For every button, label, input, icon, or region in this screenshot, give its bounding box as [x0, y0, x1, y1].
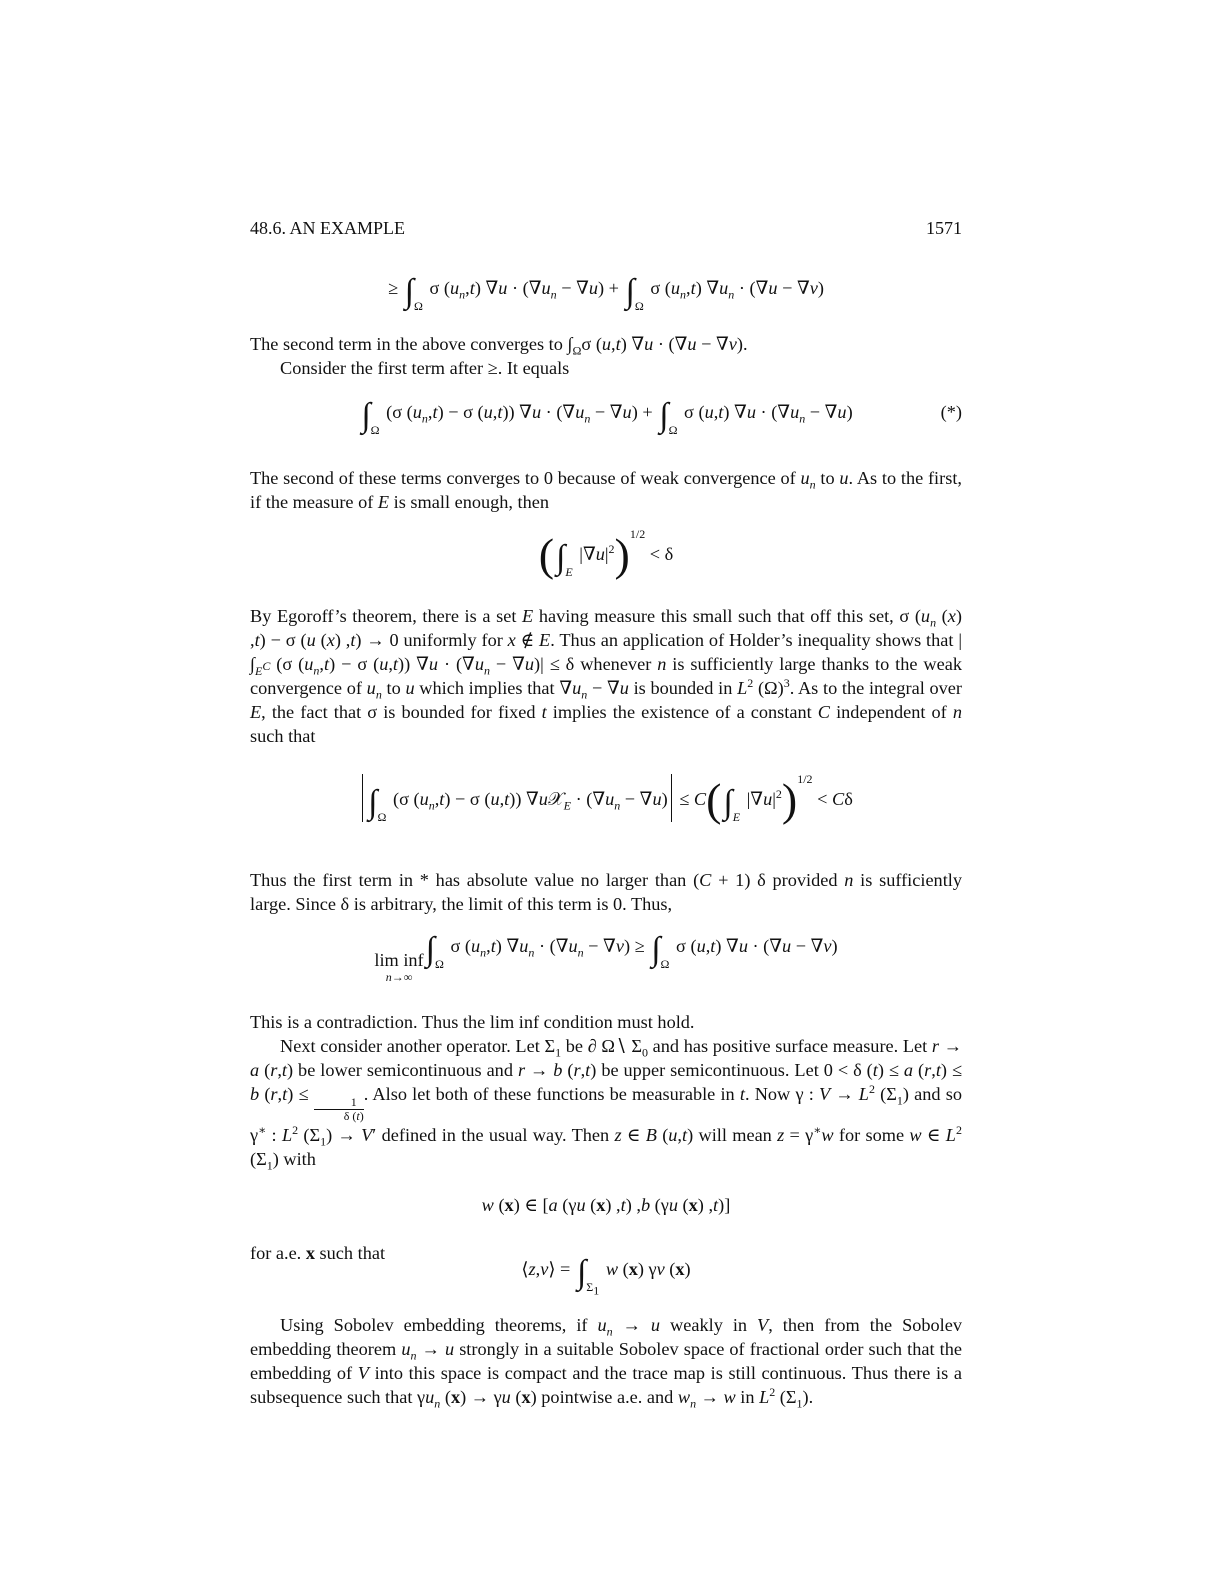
inequality-1: ≥ $\int_\Omega$ σ $(u_n,t) \nabla u \cdot (\nabla u_n - \nabla u) + \int_\Omega$ σ $(u_n,t) \nabla u_n \cdot (\nabla u - \nabla v)$ [388, 273, 824, 313]
equation-tag: (*) [940, 402, 962, 422]
pairing-definition: ⟨z,v⟩ = $\int_{\Sigma_1}$ w (x) γv (x) [521, 1254, 691, 1298]
paragraph-first-term-limit: Thus the first term in * has absolute value no larger than (C + 1) δ provided n is sufficiently large. Since δ is arbitrary, the limit of this term is 0. Thus, [250, 870, 962, 914]
running-header [250, 218, 962, 239]
page-number: 1571 [926, 218, 962, 238]
paragraph-contradiction: This is a contradiction. Thus the lim inf condition must hold. [250, 1012, 695, 1032]
paragraph-egoroff: By Egoroff’s theorem, there is a set E having measure this small such that off this set, σ ($u_n$ (x) ,t) − σ (u (x) ,t) → 0 uniformly for x ∉ E. Thus an application of Holder’s inequality shows that $|\int_{E^C}$ (σ $(u_n,t) - \sigma$ (u,t)) $\nabla u \cdot (\nabla u_n - \nabla u)| \le \delta$ whenever n is sufficiently large thanks to the weak convergence of $u_n$ to u which implies that $\nabla u_n - \nabla u$ is bounded in $L^2$ $(\Omega)^3$. As to the integral over E, the fact that σ is bounded for fixed t implies the existence of a constant C independent of n such that [250, 606, 962, 746]
paragraph-first-term: Consider the first term after ≥. It equals [280, 358, 570, 378]
inequality-bound: $\int_\Omega$ (σ $(u_n,t) - \sigma$ (u,t)) ∇u𝒳$_E$ · $(\nabla u_n - \nabla u) \le C(\int_E$ $|\nabla u|^2)^{1/2} < C\delta$ [250, 748, 962, 868]
section-title: 48.6. AN EXAMPLE [250, 218, 406, 238]
equation-star: $\int_\Omega$ (σ $(u_n,t) - \sigma$ (u,t)) $\nabla u \cdot (\nabla u_n - \nabla u) + \int_\Omega$ σ (u,t) $\nabla u \cdot (\nabla u_n - \nabla u)$ (*) [361, 397, 962, 437]
paragraph-another-operator: Next consider another operator. Let $\Sigma_1$ be ∂ Ω∖ $\Sigma_0$ and has positive surface measure. Let r → a (r,t) be lower semicontinuous and r → b (r,t) be upper semicontinuous. Let 0 < δ (t) ≤ a (r,t) ≤ b (r,t) ≤ $\frac{1}{\delta (t)}$ . Also let both of these functions be measurable in t. Now γ : $V \to L^2$ $(\Sigma_1)$ and so γ∗ : $L^2$ $(\Sigma_1) \to V'$ defined in the usual way. Then z ∈ B (u,t) will mean z = γ∗w for some w ∈ $L^2$ $(\Sigma_1)$ with [250, 1036, 963, 1173]
liminf-inequality: lim inf n→∞ $\int_\Omega$ σ $(u_n,t) \nabla u_n \cdot (\nabla u_n - \nabla v) \ge \int_\Omega$ σ (u,t) ∇u · (∇u − ∇v) [374, 931, 838, 984]
paragraph-sobolev: Using Sobolev embedding theorems, if $u_n \to u$ weakly in V, then from the Sobolev embedding theorem $u_n \to u$ strongly in a suitable Sobolev space of fractional order such that the embedding of V into this space is compact and the trace map is still continuous. Thus there is a subsequence such that $\gamma u_n$ (x) → γu (x) pointwise a.e. and $w_n \to w$ in $L^2$ $(\Sigma_1)$. [250, 1315, 963, 1411]
page-body [250, 270, 962, 1409]
paragraph-ae: for a.e. x such that [250, 1243, 386, 1263]
interval-condition: w (x) ∈ [a (γu (x) ,t) ,b (γu (x) ,t)] [481, 1195, 731, 1215]
paragraph-weak-convergence: The second of these terms converges to 0 because of weak convergence of $u_n$ to u. As to the first, if the measure of E is small enough, then [250, 468, 962, 512]
inequality-delta: ($\int_E$ $|\nabla u|^2)^{1/2} < \delta$ [538, 527, 674, 580]
paragraph-second-term: The second term in the above converges to $\int_\Omega\sigma$ (u,t) ∇u · (∇u − ∇v). [250, 334, 748, 358]
